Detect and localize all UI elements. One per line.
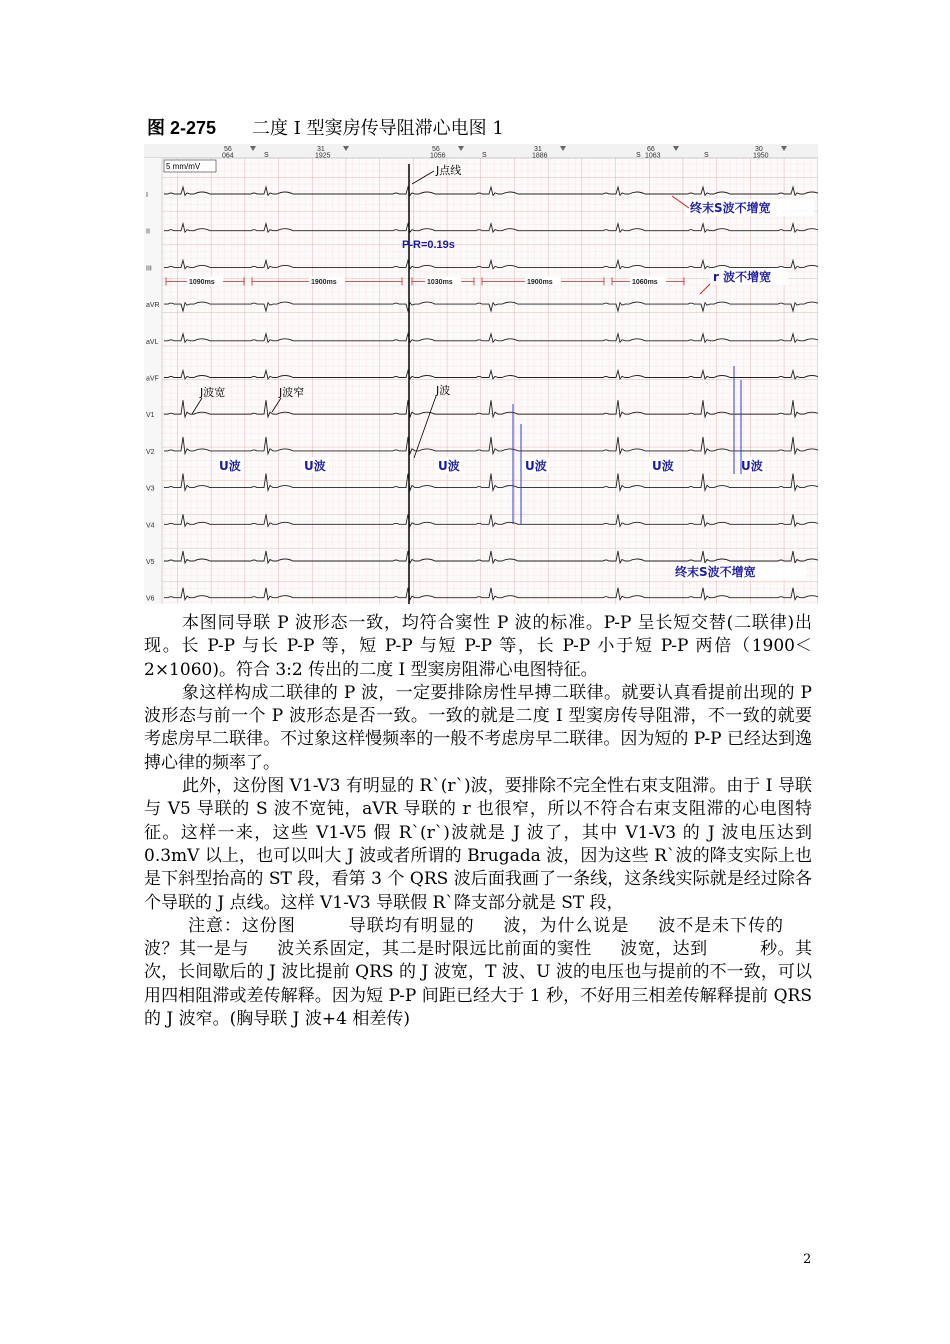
paragraph-1: 本图同导联 P 波形态一致，均符合窦性 P 波的标准。P-P 呈长短交替(二联律)出现。长 P-P 与长 P-P 等，短 P-P 与短 P-P 等，长 P-P 小于短 P-P 两倍（1900＜2×1060)。符合 3:2 传出的二度 I 型窦房阻滞心电图特征。: [144, 613, 812, 680]
paragraph-3: 此外，这份图 V1-V3 有明显的 R`(r`)波，要排除不完全性右束支阻滞。由于 I 导联与 V5 导联的 S 波不宽钝，aVR 导联的 r 也很窄，所以不符合右束支阻滞的心电图特征。这样一来，这些 V1-V5 假 R`(r`)波就是 J 波了，其中 V1-V3 的 J 波电压达到 0.3mV 以上，也可以叫大 J 波或者所谓的 Brugada 波，因为这些 R`波的降支实际上也是下斜型抬高的 ST 段，看第 3 个 QRS 波后面我画了一条线，这条线实际就是经过除各个导联的 J 点线。这样 V1-V3 导联假 R`降支部分就是 ST 段，: [144, 776, 812, 913]
p4-f: 波关系固定，其二是时限远比前面的窦性: [276, 939, 592, 960]
lead-label: III: [146, 265, 152, 273]
terminal-s-top-label: 终末S波不增宽: [690, 201, 771, 215]
header-cell-top: 30: [755, 146, 763, 153]
p4-b: 导联均有明显的: [347, 915, 475, 936]
header-cell-top: 56: [432, 146, 440, 153]
pr-interval-label: P-R=0.19s: [402, 239, 455, 251]
lead-label: I: [146, 192, 148, 199]
u-wave-label: U波: [438, 459, 460, 473]
j-wide-label: J波宽: [200, 386, 226, 399]
p4-h: 秒。其次，长间歇后的 J 波比提前 QRS 的 J 波宽，T 波、U 波的电压也与提前的不一致，可以用四相阻滞或差传解释。因为短 P-P 间距已经大于 1 秒，不好用三相差传解释提前 QRS 的 J 波窄。(胸导联 J 波+4 相差传): [144, 939, 813, 1030]
u-wave-label: U波: [304, 459, 326, 473]
header-s-label: S: [636, 152, 641, 159]
header-s-label: S: [704, 152, 709, 159]
figure-title: 二度 I 型窦房传导阻滞心电图 1: [252, 118, 504, 139]
interval-label: 1900ms: [311, 278, 337, 286]
header-s-label: S: [264, 152, 269, 159]
lead-label: aVF: [146, 375, 159, 383]
header-cell-top: 31: [317, 146, 325, 153]
paragraph-2: 象这样构成二联律的 P 波，一定要排除房性早搏二联律。就要认真看提前出现的 P 波形态与前一个 P 波形态是否一致。一致的就是二度 I 型窦房传导阻滞，不一致的就要考虑房早二联律。不过象这样慢频率的一般不考虑房早二联律。因为短的 P-P 已经达到逸搏心律的频率了。: [144, 682, 812, 773]
lead-label: II: [146, 228, 150, 236]
header-cell-sub: 1063: [645, 152, 661, 160]
interval-label: 1060ms: [632, 278, 658, 286]
header-cell-sub: 1950: [753, 152, 769, 160]
ecg-figure: [144, 144, 818, 604]
u-wave-label: U波: [741, 459, 763, 473]
header-cell-top: 66: [647, 146, 655, 153]
header-cell-top: 31: [534, 146, 542, 153]
p4-e: 波？其一是与: [144, 939, 249, 960]
j-wave-label: J波: [436, 384, 451, 397]
p4-g: 波宽，达到: [619, 939, 708, 960]
u-wave-label: U波: [525, 459, 547, 473]
ecg-gain-label: 5 mm/mV: [166, 162, 201, 171]
u-wave-label: U波: [219, 459, 241, 473]
lead-label: V2: [146, 448, 155, 456]
header-cell-sub: 1056: [430, 152, 446, 160]
p4-a: 注意：这份图: [188, 915, 296, 936]
lead-label: V1: [146, 412, 155, 420]
figure-caption: [147, 114, 504, 140]
interval-label: 1090ms: [189, 278, 215, 286]
p4-d: 波不是未下传的: [657, 915, 785, 936]
header-cell-sub: 1925: [315, 152, 331, 160]
lead-label: V3: [146, 485, 155, 493]
header-cell-top: 56: [224, 146, 232, 153]
j-narrow-label: J波窄: [279, 386, 305, 399]
j-point-line-label: J点线: [436, 164, 462, 177]
header-s-label: S: [482, 152, 487, 159]
u-wave-label: U波: [652, 459, 674, 473]
figure-number: 图 2-275: [147, 118, 217, 138]
lead-label: V5: [146, 559, 155, 566]
body-text: [144, 612, 812, 1031]
interval-label: 1900ms: [527, 278, 553, 286]
page-number: 2: [803, 1252, 812, 1267]
lead-label: aVR: [146, 302, 160, 310]
header-cell-sub: 064: [222, 152, 234, 160]
terminal-s-bottom-label: 终末S波不增宽: [675, 565, 756, 579]
header-cell-sub: 1886: [532, 152, 548, 160]
paragraph-4: [144, 915, 812, 1031]
r-wave-label: r 波不增宽: [713, 270, 772, 284]
lead-label: V6: [146, 595, 155, 603]
lead-label: aVL: [146, 338, 159, 346]
interval-label: 1030ms: [427, 278, 453, 286]
p4-c: 波，为什么说是: [502, 915, 630, 936]
lead-label: V4: [146, 522, 155, 530]
